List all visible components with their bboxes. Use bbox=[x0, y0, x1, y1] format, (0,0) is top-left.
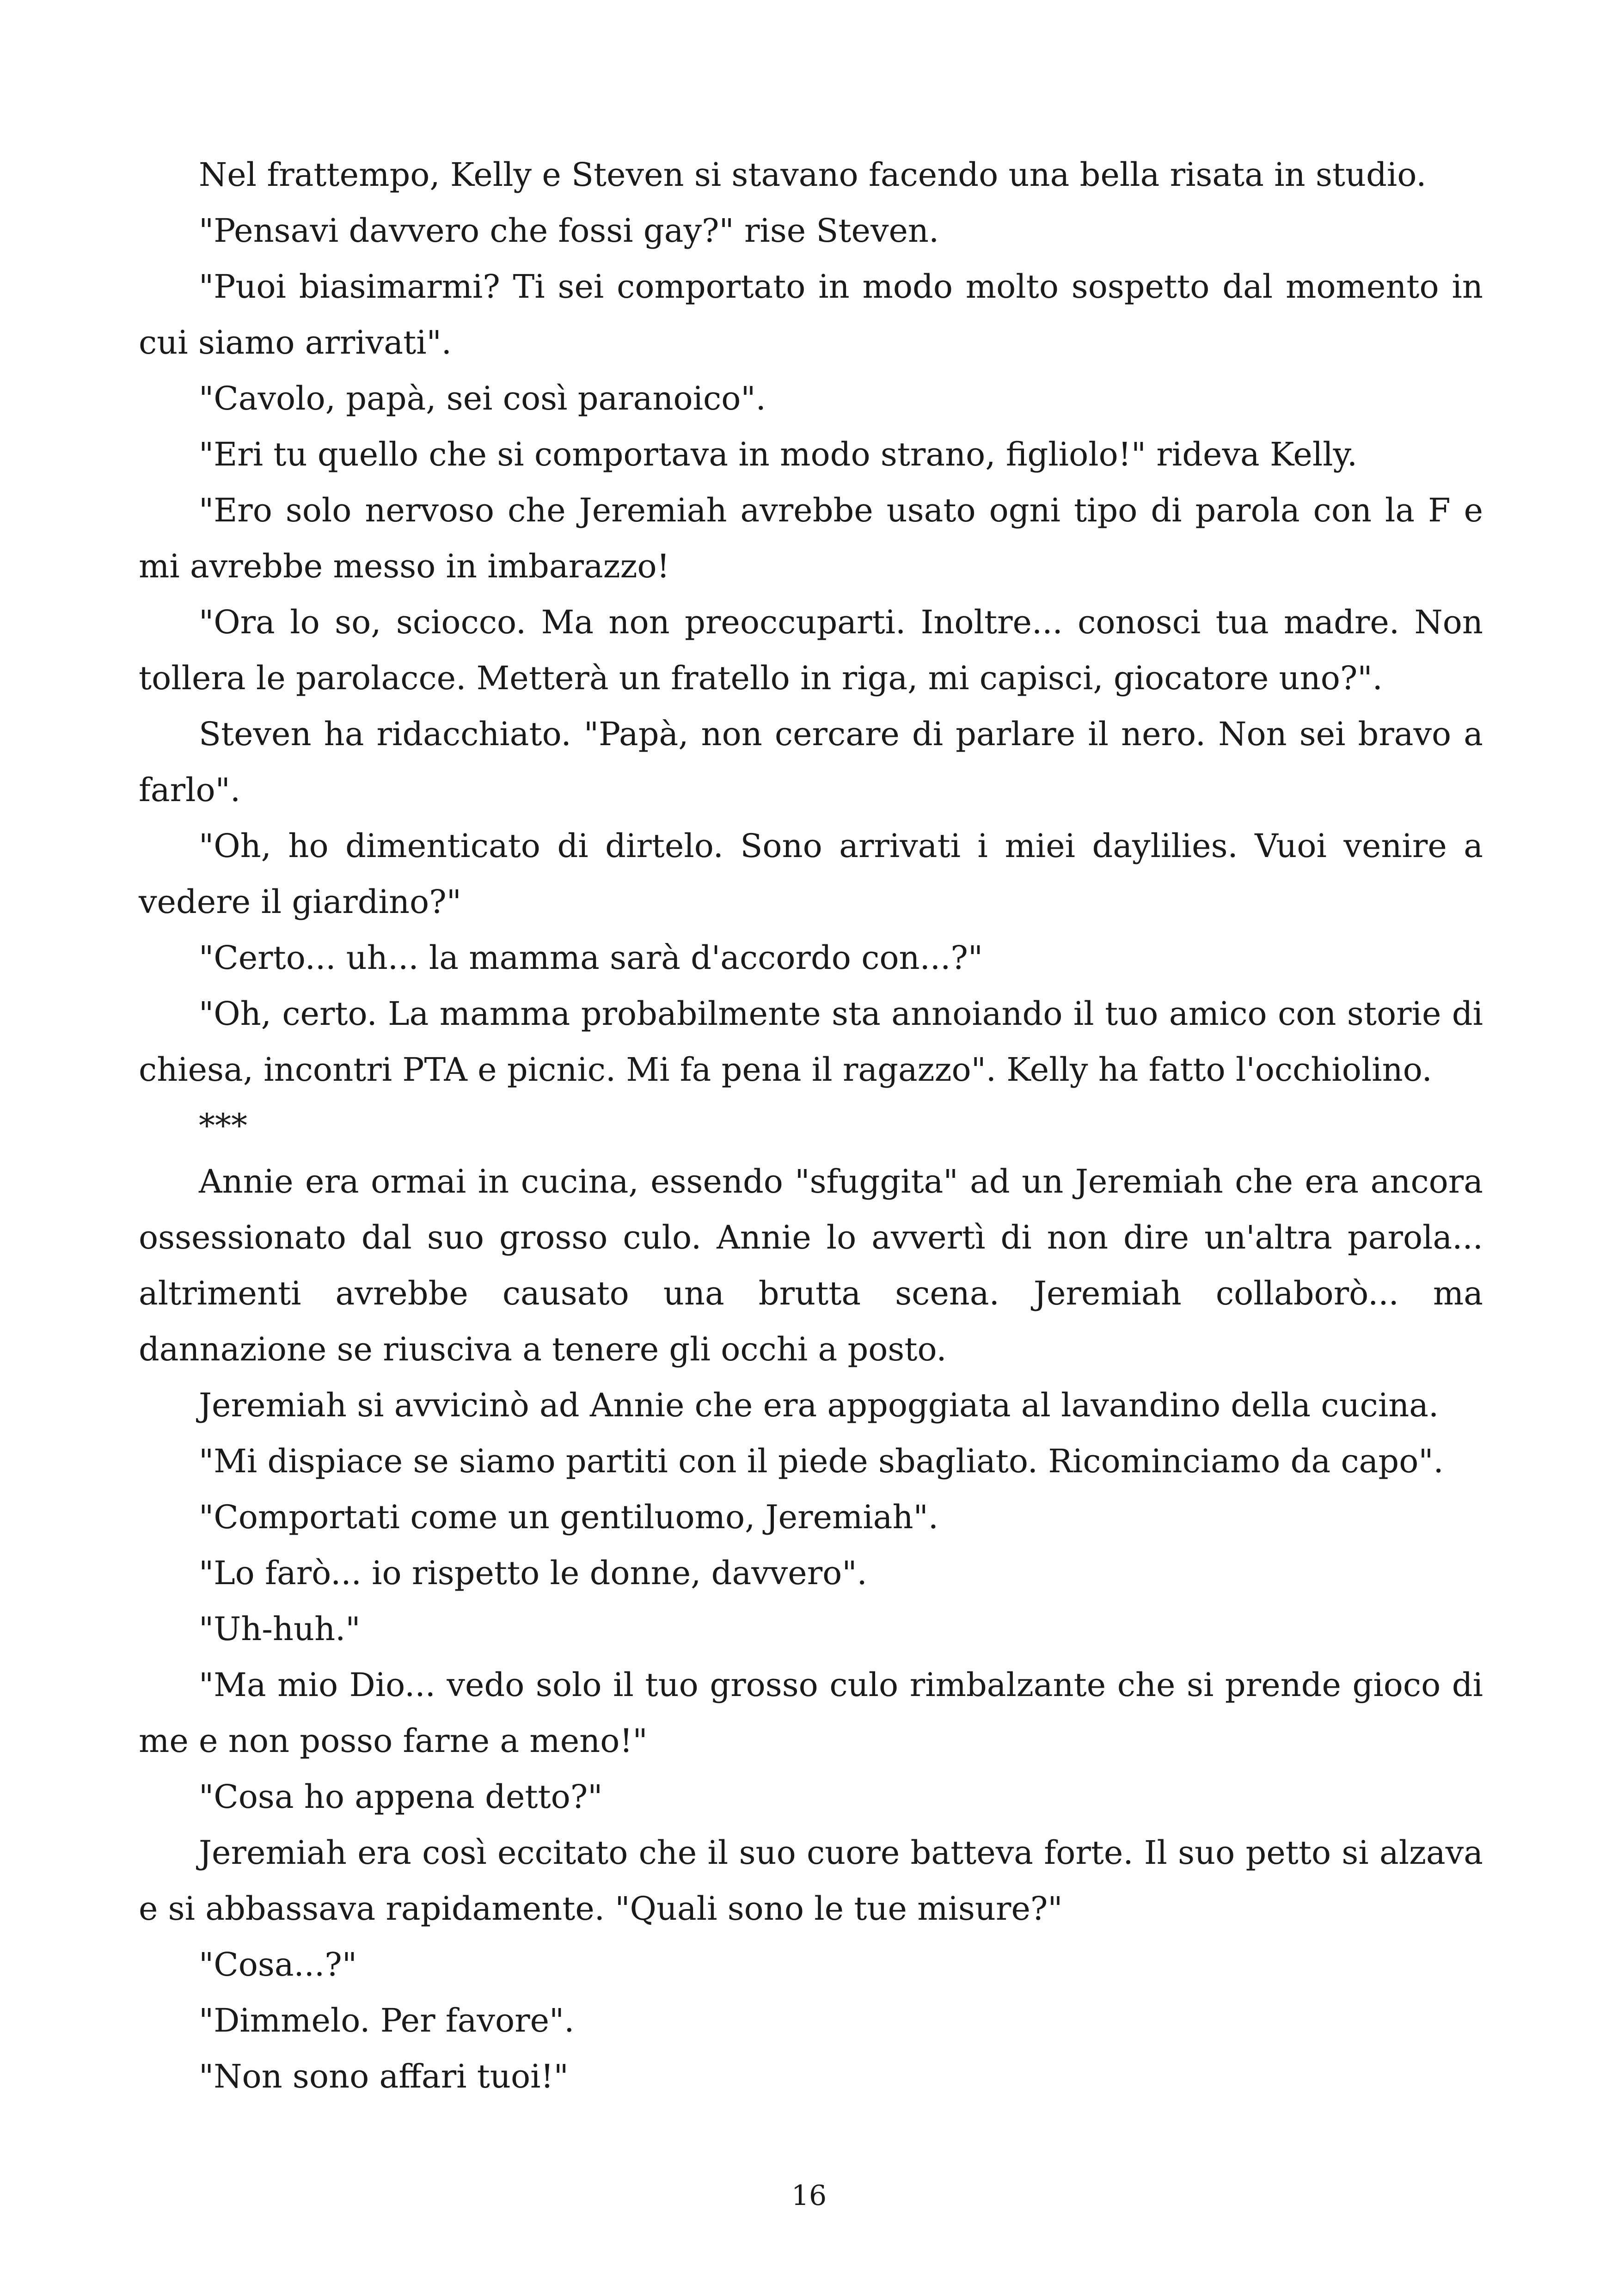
paragraph: Steven ha ridacchiato. "Papà, non cercare di parlare il nero. Non sei bravo a farlo". bbox=[139, 715, 1483, 809]
paragraph: Annie era ormai in cucina, essendo "sfuggita" ad un Jeremiah che era ancora ossessionato dal suo grosso culo. Annie lo avvertì di non dire un'altra parola... altrimenti avrebbe causato una brutta scena. Jeremiah collaborò... ma dannazione se riusciva a tenere gli occhi a posto. bbox=[139, 1163, 1483, 1368]
paragraph: "Oh, certo. La mamma probabilmente sta annoiando il tuo amico con storie di chiesa, incontri PTA e picnic. Mi fa pena il ragazzo". Kelly ha fatto l'occhiolino. bbox=[139, 995, 1483, 1089]
paragraph: "Non sono affari tuoi!" bbox=[199, 2057, 569, 2095]
paragraph: "Ero solo nervoso che Jeremiah avrebbe usato ogni tipo di parola con la F e mi avrebbe messo in imbarazzo! bbox=[139, 491, 1483, 585]
paragraph: "Eri tu quello che si comportava in modo strano, figliolo!" rideva Kelly. bbox=[199, 435, 1358, 473]
paragraph: "Dimmelo. Per favore". bbox=[199, 2002, 575, 2039]
paragraph: "Cosa ho appena detto?" bbox=[199, 1778, 603, 1816]
scene-break: *** bbox=[199, 1107, 247, 1145]
paragraph: "Uh-huh." bbox=[199, 1610, 361, 1648]
paragraph: Nel frattempo, Kelly e Steven si stavano facendo una bella risata in studio. bbox=[199, 156, 1427, 194]
paragraph: "Oh, ho dimenticato di dirtelo. Sono arrivati i miei daylilies. Vuoi venire a vedere il giardino?" bbox=[139, 827, 1483, 921]
paragraph: "Comportati come un gentiluomo, Jeremiah". bbox=[199, 1498, 939, 1536]
paragraph: "Mi dispiace se siamo partiti con il piede sbagliato. Ricominciamo da capo". bbox=[199, 1442, 1444, 1480]
page-number: 16 bbox=[791, 2180, 827, 2212]
paragraph: "Puoi biasimarmi? Ti sei comportato in modo molto sospetto dal momento in cui siamo arrivati". bbox=[139, 268, 1483, 361]
paragraph: Jeremiah era così eccitato che il suo cuore batteva forte. Il suo petto si alzava e si abbassava rapidamente. "Quali sono le tue misure?" bbox=[139, 1834, 1483, 1928]
paragraph: "Ma mio Dio... vedo solo il tuo grosso culo rimbalzante che si prende gioco di me e non posso farne a meno!" bbox=[139, 1666, 1483, 1760]
paragraph: Jeremiah si avvicinò ad Annie che era appoggiata al lavandino della cucina. bbox=[199, 1386, 1439, 1424]
paragraph: "Lo farò... io rispetto le donne, davvero". bbox=[199, 1554, 867, 1592]
paragraph: "Cosa...?" bbox=[199, 1946, 357, 1984]
paragraph: "Pensavi davvero che fossi gay?" rise Steven. bbox=[199, 212, 939, 250]
paragraph: "Ora lo so, sciocco. Ma non preoccuparti. Inoltre... conosci tua madre. Non tollera le parolacce. Metterà un fratello in riga, mi capisci, giocatore uno?". bbox=[139, 603, 1483, 697]
paragraph: "Certo... uh... la mamma sarà d'accordo con...?" bbox=[199, 939, 983, 977]
body-text bbox=[139, 147, 1483, 2105]
paragraph: "Cavolo, papà, sei così paranoico". bbox=[199, 380, 766, 417]
